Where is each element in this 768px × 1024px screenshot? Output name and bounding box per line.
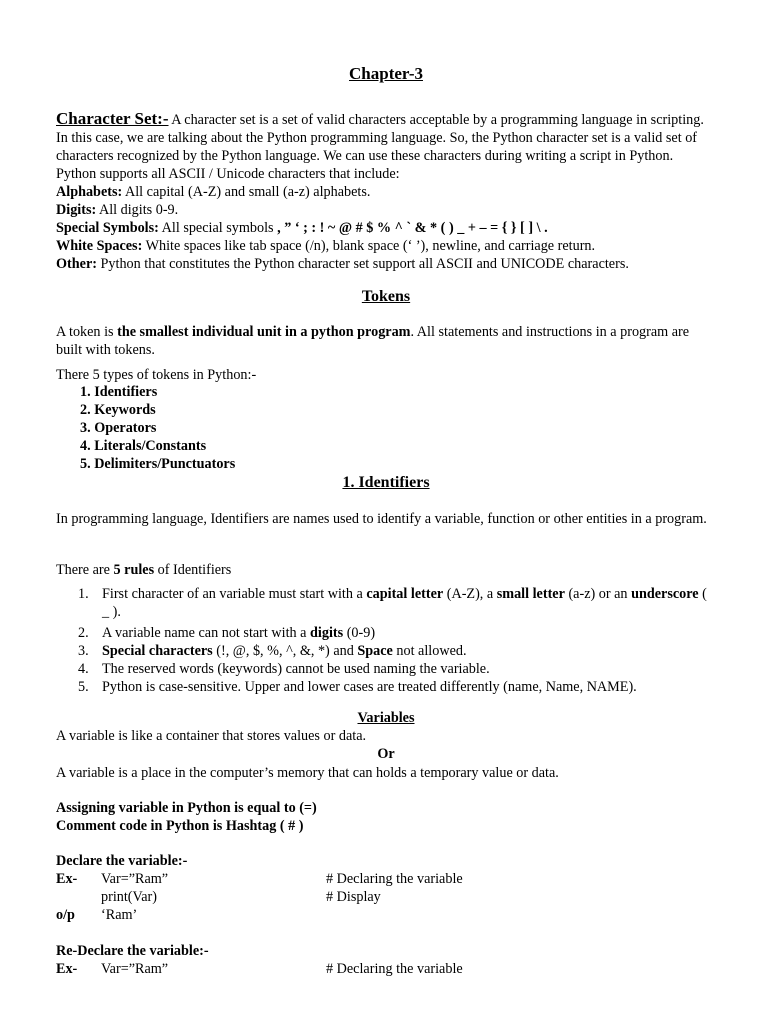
token-types-intro: There 5 types of tokens in Python:- [56,367,257,383]
list-item: 5. Delimiters/Punctuators [80,456,236,472]
code-text: ‘Ram’ [101,907,138,923]
special-symbols-label: Special Symbols: [56,220,159,236]
list-item [74,660,714,678]
code-row [56,871,716,889]
code-text: Var=”Ram” [101,961,169,977]
rule-bold: Space [357,643,393,659]
rule-text: (!, @, $, %, ^, &, *) and [212,643,358,659]
code-row [56,907,716,925]
tokens-intro [56,323,716,359]
variable-definition-2: A variable is a place in the computer’s memory that can holds a temporary value or data. [56,765,559,781]
special-symbols-line [56,219,716,237]
code-label: Ex- [56,871,78,887]
comment-line: Comment code in Python is Hashtag ( # ) [56,818,304,834]
list-item: 2. Keywords [80,402,156,418]
or-separator: Or [377,746,395,762]
rule-text: The reserved words (keywords) cannot be used naming the variable. [102,661,490,677]
rule-bold: small letter [496,586,565,602]
rule-text: Python is case-sensitive. Upper and lower cases are treated differently (name, Name, NAME). [102,679,637,695]
assign-line: Assigning variable in Python is equal to (=) [56,800,317,816]
rule-text: (A-Z), a [443,586,497,602]
white-spaces-line [56,237,716,255]
tokens-intro-bold: the smallest individual unit in a python program [117,324,411,340]
character-set-paragraph [56,110,716,183]
variables-heading: Variables [357,710,415,726]
code-row [56,889,716,907]
rule-text: First character of an variable must start with a [102,586,367,602]
rule-number: 1. [78,586,89,602]
other-text: Python that constitutes the Python character set support all ASCII and UNICODE characters. [96,256,629,272]
code-row [56,961,716,979]
other-label: Other: [56,256,97,272]
chapter-title: Chapter-3 [349,64,423,83]
rule-number: 2. [78,625,89,641]
white-spaces-label: White Spaces: [56,238,143,254]
code-comment: # Declaring the variable [326,961,463,977]
alphabets-line [56,183,716,201]
code-label: Ex- [56,961,78,977]
digits-text: All digits 0-9. [96,202,179,218]
rules-intro-pre: There are [56,562,114,578]
variable-definition-1: A variable is like a container that stores values or data. [56,728,367,744]
identifier-rules-list [74,585,714,696]
alphabets-label: Alphabets: [56,184,123,200]
list-item: 3. Operators [80,420,157,436]
alphabets-text: All capital (A-Z) and small (a-z) alphabets. [122,184,371,200]
list-item: 4. Literals/Constants [80,438,207,454]
rule-text: not allowed. [392,643,467,659]
rules-intro [56,561,716,579]
list-item: 1. Identifiers [80,384,158,400]
white-spaces-text: White spaces like tab space (/n), blank space (‘ ’), newline, and carriage return. [142,238,596,254]
list-item [74,678,714,696]
token-types-list [80,383,235,473]
character-set-term: Character Set:- [56,109,169,128]
declare-heading: Declare the variable:- [56,853,188,869]
rule-text: A variable name can not start with a [102,625,311,641]
other-line [56,255,716,273]
list-item [74,585,714,621]
character-set-description: A character set is a set of valid characters acceptable by a programming language in scripting. In this case, we are talking about the Python programming language. So, the Python character set is a valid set of characters recognized by the Python language. We can use these characters during writing a script in Python. Python supports all ASCII / Unicode characters that include: [56,112,704,182]
rule-text: ( _ ). [102,586,707,620]
rule-bold: Special characters [102,643,213,659]
tokens-intro-pre: A token is [56,324,118,340]
code-comment: # Declaring the variable [326,871,463,887]
digits-line [56,201,716,219]
digits-label: Digits: [56,202,97,218]
rules-intro-post: of Identifiers [154,562,232,578]
code-text: print(Var) [101,889,157,905]
rule-text: (a-z) or an [564,586,632,602]
rule-bold: capital letter [366,586,444,602]
rule-bold: underscore [631,586,699,602]
code-text: Var=”Ram” [101,871,169,887]
character-set-section [56,110,716,273]
special-symbols-text: All special symbols [158,220,278,236]
rule-number: 3. [78,643,89,659]
rule-number: 5. [78,679,89,695]
list-item [74,624,714,642]
identifiers-intro: In programming language, Identifiers are names used to identify a variable, function or other entities in a program. [56,511,707,527]
code-label: o/p [56,907,75,923]
tokens-intro-post: . All statements and instructions in a program are built with tokens. [56,324,690,358]
special-symbols-list: , ” ‘ ; : ! ~ @ # $ % ^ ` & * ( ) _ + – = { } [ ] \ . [277,220,548,236]
identifiers-heading: 1. Identifiers [342,474,430,491]
rule-number: 4. [78,661,89,677]
rules-intro-bold: 5 rules [113,562,155,578]
code-comment: # Display [326,889,381,905]
tokens-heading: Tokens [361,288,411,305]
redeclare-heading: Re-Declare the variable:- [56,943,209,959]
rule-bold: digits [310,625,344,641]
rule-text: (0-9) [343,625,376,641]
list-item [74,642,714,660]
